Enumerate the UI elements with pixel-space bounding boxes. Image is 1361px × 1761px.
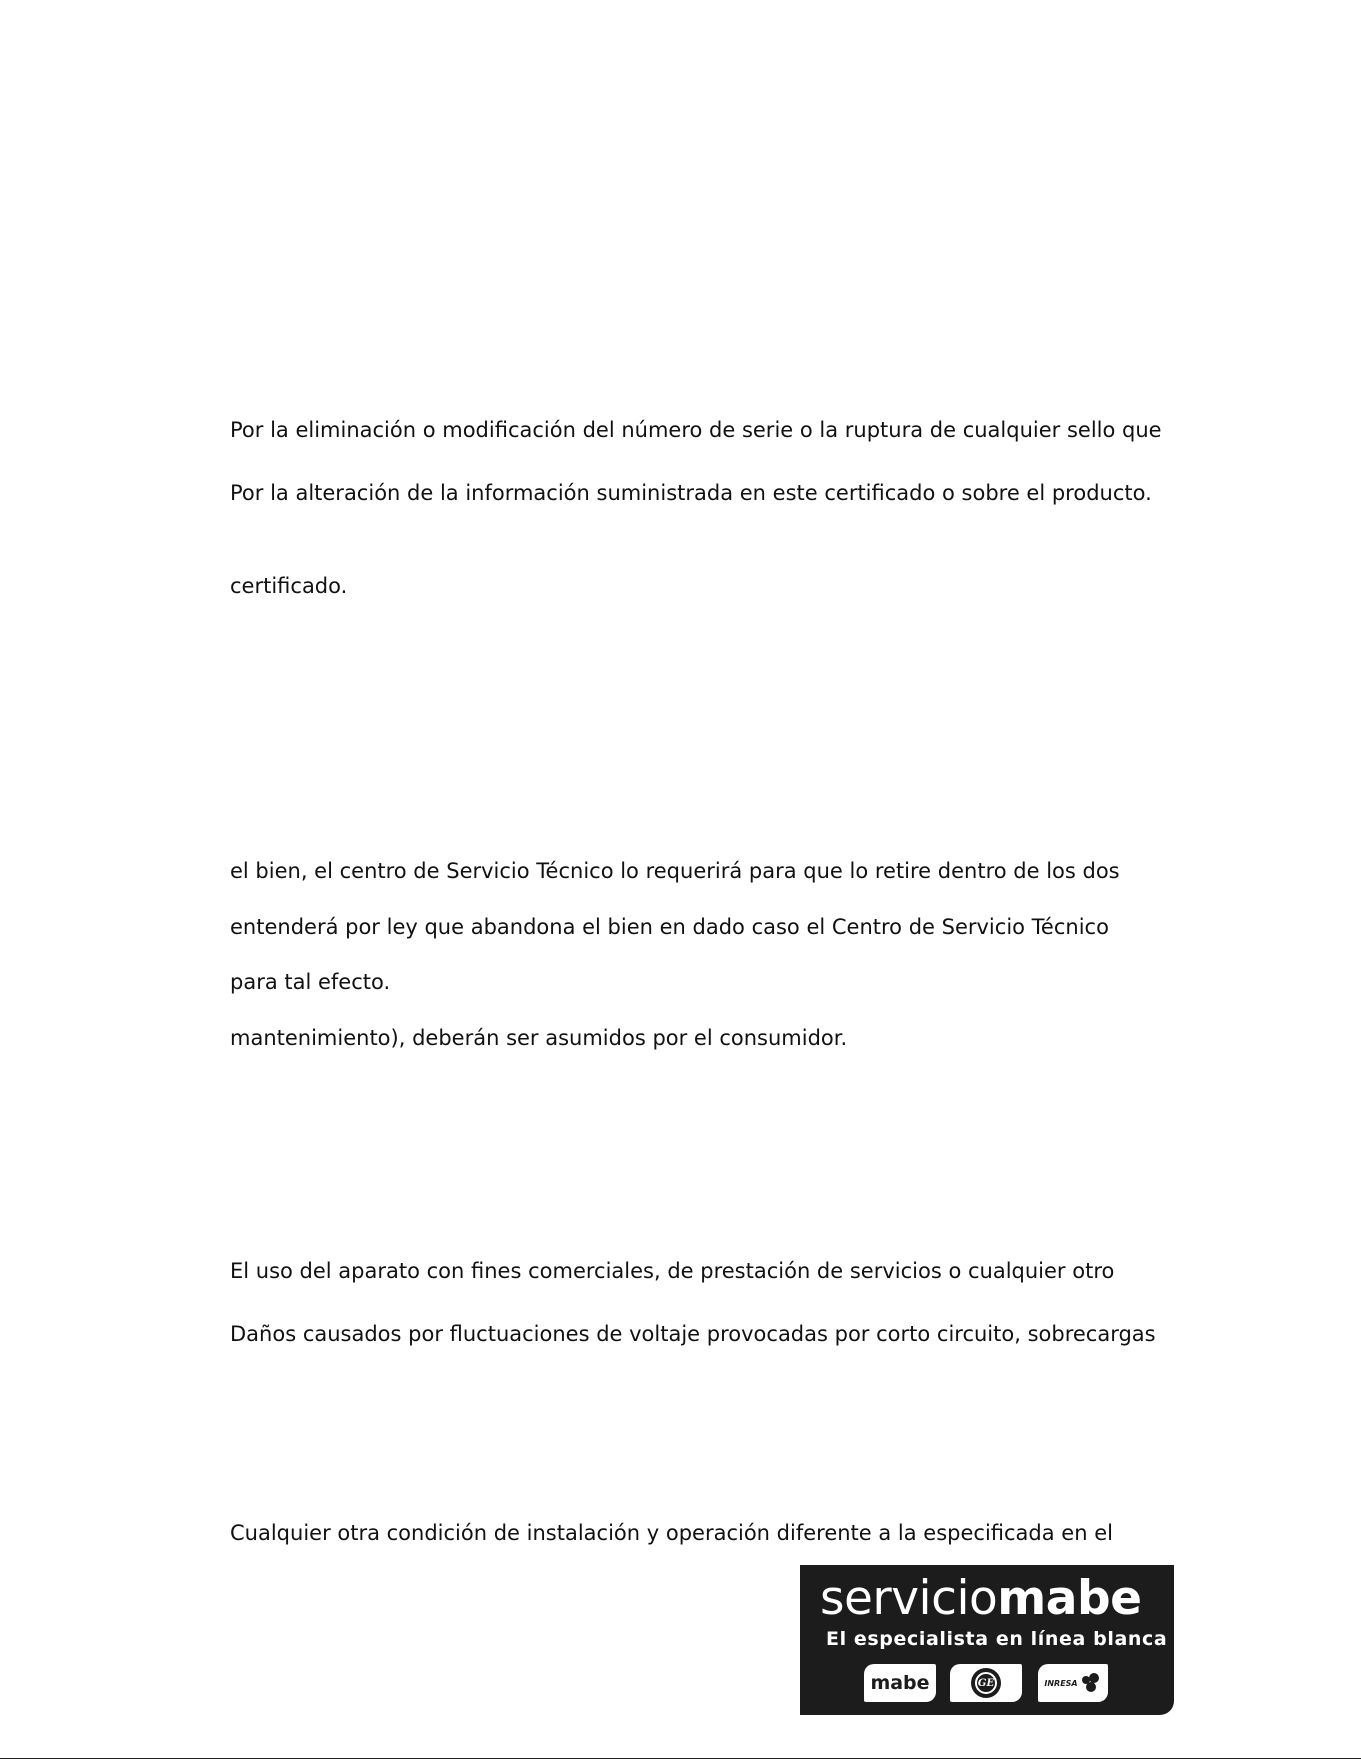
text-line: entenderá por ley que abandona el bien en dado caso el Centro de Servicio Técnico	[230, 915, 1109, 939]
mabe-brand-badge	[864, 1664, 936, 1702]
text-line: certificado.	[230, 574, 348, 598]
text-line: Daños causados por fluctuaciones de voltaje provocadas por corto circuito, sobrecargas	[230, 1322, 1156, 1346]
ge-logo-icon	[971, 1668, 1001, 1698]
text-line: El uso del aparato con fines comerciales, de prestación de servicios o cualquier otro	[230, 1259, 1115, 1283]
logo-title	[820, 1571, 1141, 1627]
text-line: para tal efecto.	[230, 970, 391, 994]
logo-subtitle: El especialista en línea blanca	[826, 1628, 1168, 1650]
text-line: Por la alteración de la información suministrada en este certificado o sobre el producto.	[230, 481, 1152, 505]
bottom-rule	[0, 1758, 1361, 1759]
text-line: mantenimiento), deberán ser asumidos por el consumidor.	[230, 1026, 848, 1050]
text-line: Cualquier otra condición de instalación y operación diferente a la especificada en el	[230, 1521, 1113, 1545]
logo-title-bold: mabe	[997, 1571, 1142, 1626]
logo-title-light: servicio	[820, 1571, 998, 1626]
text-line: el bien, el centro de Servicio Técnico lo requerirá para que lo retire dentro de los dos	[230, 859, 1120, 883]
inresa-brand-badge	[1038, 1664, 1108, 1702]
text-line: Por la eliminación o modificación del número de serie o la ruptura de cualquier sello que	[230, 418, 1162, 442]
inresa-leaf-icon	[1080, 1672, 1102, 1694]
serviciomabe-logo	[800, 1565, 1174, 1715]
ge-brand-badge	[950, 1664, 1022, 1702]
mabe-brand-label: mabe	[870, 1672, 930, 1694]
inresa-brand-label: INRESA	[1044, 1678, 1078, 1688]
ge-monogram: GE	[975, 1672, 997, 1694]
